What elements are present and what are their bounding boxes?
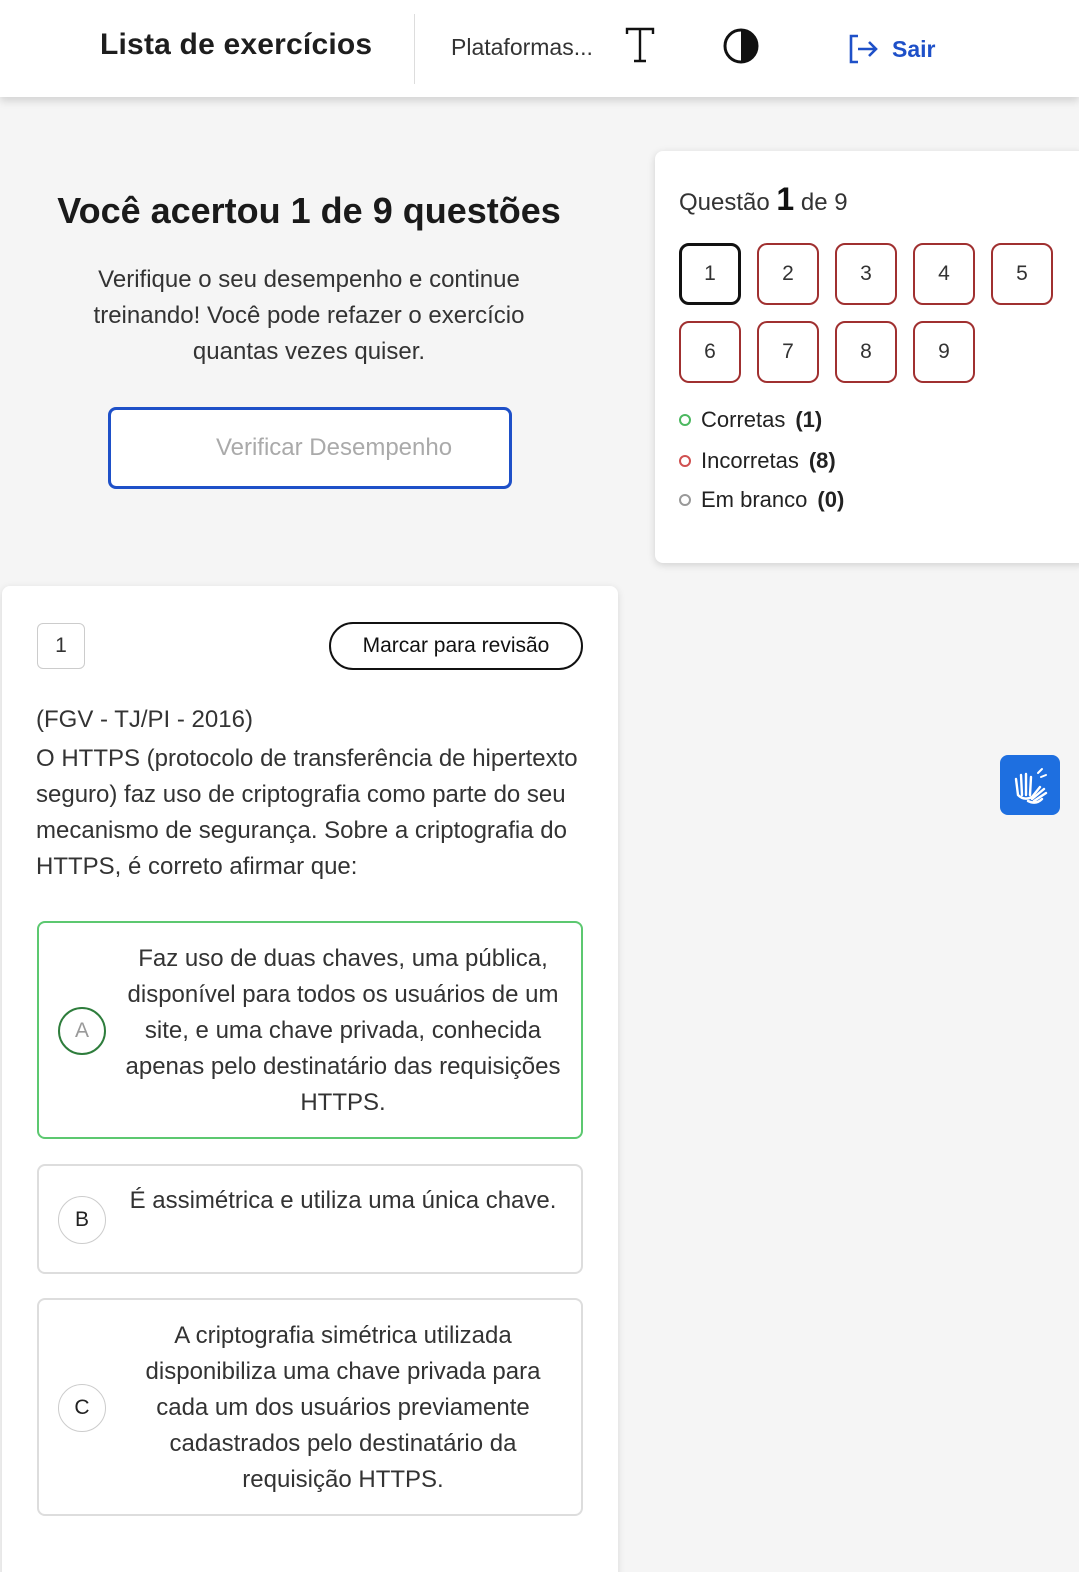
question-button-8[interactable]: 8 xyxy=(835,321,897,383)
mark-for-review-button[interactable]: Marcar para revisão xyxy=(329,622,583,670)
legend-incorrect xyxy=(679,448,836,474)
option-b[interactable] xyxy=(37,1164,583,1274)
question-button-7[interactable]: 7 xyxy=(757,321,819,383)
text-size-icon[interactable] xyxy=(624,26,656,64)
legend-correct xyxy=(679,407,822,433)
question-navigator xyxy=(655,151,1079,563)
option-c[interactable] xyxy=(37,1298,583,1516)
option-a[interactable] xyxy=(37,921,583,1139)
question-button-4[interactable]: 4 xyxy=(913,243,975,305)
sign-language-icon xyxy=(1010,765,1050,805)
question-button-3[interactable]: 3 xyxy=(835,243,897,305)
option-a-text: Faz uso de duas chaves, uma pública, disponível para todos os usuários de um site, e uma chave privada, conhecida apenas pelo destinatário das requisições HTTPS. xyxy=(125,945,561,1116)
logout-button[interactable] xyxy=(846,30,935,68)
question-counter-suffix: de 9 xyxy=(800,189,848,216)
legend-blank-label: Em branco xyxy=(701,487,808,512)
legend-correct-count: (1) xyxy=(795,407,823,432)
legend-incorrect-count: (8) xyxy=(808,448,836,473)
contrast-icon[interactable] xyxy=(722,27,760,65)
result-title: Você acertou 1 de 9 questões xyxy=(57,190,561,231)
result-text: Verifique o seu desempenho e continue treinando! Você pode refazer o exercício quantas vezes quiser. xyxy=(93,266,525,365)
legend-incorrect-label: Incorretas xyxy=(701,448,799,473)
question-counter-prefix: Questão xyxy=(679,189,770,216)
verify-performance-button[interactable]: Verificar Desempenho xyxy=(108,407,512,489)
page-title: Lista de exercícios xyxy=(100,28,373,61)
question-button-6[interactable]: 6 xyxy=(679,321,741,383)
incorrect-dot-icon xyxy=(679,455,691,467)
question-source: (FGV - TJ/PI - 2016) xyxy=(36,706,253,733)
legend-blank xyxy=(679,487,844,513)
question-card xyxy=(2,586,618,1572)
option-a-letter: A xyxy=(58,1007,106,1055)
logout-label: Sair xyxy=(892,35,936,62)
option-b-text: É assimétrica e utiliza uma única chave. xyxy=(129,1187,557,1214)
question-counter-current: 1 xyxy=(776,181,795,217)
blank-dot-icon xyxy=(679,494,691,506)
question-counter xyxy=(679,181,848,218)
question-button-9[interactable]: 9 xyxy=(913,321,975,383)
question-number: 1 xyxy=(37,623,85,669)
question-button-1[interactable]: 1 xyxy=(679,243,741,305)
logout-icon xyxy=(846,32,880,66)
option-c-text: A criptografia simétrica utilizada disponibiliza uma chave privada para cada um dos usuários previamente cadastrados pelo destinatário da requisição HTTPS. xyxy=(145,1322,541,1493)
correct-dot-icon xyxy=(679,414,691,426)
option-c-letter: C xyxy=(58,1384,106,1432)
legend-correct-label: Corretas xyxy=(701,407,786,432)
platform-menu[interactable]: Plataformas... xyxy=(451,34,593,60)
question-statement: O HTTPS (protocolo de transferência de hipertexto seguro) faz uso de criptografia como parte do seu mecanismo de segurança. Sobre a criptografia do HTTPS, é correto afirmar que: xyxy=(36,745,578,880)
question-button-5[interactable]: 5 xyxy=(991,243,1053,305)
question-button-2[interactable]: 2 xyxy=(757,243,819,305)
option-b-letter: B xyxy=(58,1196,106,1244)
header xyxy=(0,0,1079,97)
sign-language-button[interactable] xyxy=(1000,755,1060,815)
header-divider xyxy=(414,14,415,84)
legend-blank-count: (0) xyxy=(817,487,845,512)
